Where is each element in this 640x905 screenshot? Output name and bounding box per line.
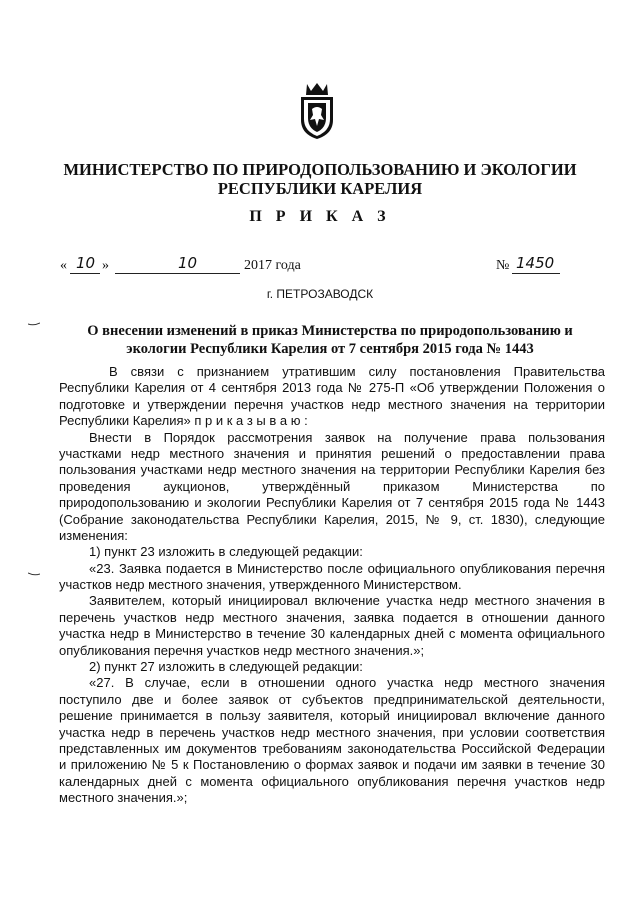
margin-tick-mark	[28, 322, 40, 326]
body-line: В связи с признанием утратившим силу постановления Правительства	[109, 364, 605, 379]
body-line: решение принимается в пользу заявителя, который инициировал включение данного	[59, 708, 605, 724]
body-line: изменения:	[59, 527, 128, 543]
body-line: пользования участками недр местного значения на территории Республики Карелия без	[59, 462, 605, 478]
body-line: подготовке и утверждении перечня участков недр местного значения на территории	[59, 396, 605, 412]
body-line: опубликования перечня участков недр местного значения.»;	[59, 642, 425, 658]
subject-line-2: экологии Республики Карелия от 7 сентября 2015 года № 1443	[126, 341, 534, 357]
month-underline	[115, 273, 240, 274]
day-underline	[70, 273, 100, 274]
ministry-name-line-1: МИНИСТЕРСТВО ПО ПРИРОДОПОЛЬЗОВАНИЮ И ЭКОЛОГИИ	[63, 160, 577, 179]
order-number-label: №	[496, 258, 510, 273]
body-line: календарных дней с момента официального опубликования перечня участков недр	[59, 773, 605, 789]
order-month: 10	[178, 254, 198, 272]
quote-open: «	[60, 258, 67, 273]
number-underline	[512, 273, 560, 274]
body-line: Республики Карелия» п р и к а з ы в а ю :	[59, 413, 308, 429]
body-line: 2) пункт 27 изложить в следующей редакции:	[89, 659, 363, 675]
subject-line-1: О внесении изменений в приказ Министерства по природопользованию и	[87, 323, 573, 339]
city-name: г. ПЕТРОЗАВОДСК	[266, 287, 374, 301]
body-line: местного значения.»;	[59, 790, 188, 806]
body-line: и приложению № 5 к Постановлению о формах заявок и подачи им заявки в течение 30	[59, 757, 605, 773]
body-line: (Собрание законодательства Республики Карелия, 2015, № 9, ст. 1830), следующие	[59, 511, 605, 527]
body-line: участками недр местного значения и принятия решений о предоставлении права	[59, 445, 605, 461]
body-line: проведения аукционов, утверждённый приказом Министерства по	[59, 478, 605, 494]
order-day: 10	[76, 254, 96, 272]
ministry-name-line-2: РЕСПУБЛИКИ КАРЕЛИЯ	[217, 179, 423, 198]
quote-close: »	[102, 258, 109, 273]
order-title: П Р И К А З	[249, 208, 391, 225]
body-line: участка недр в Министерство в течение 30 календарных дней с момента официального	[59, 626, 605, 642]
body-line: Внести в Порядок рассмотрения заявок на получение права пользования	[89, 429, 605, 445]
order-year: 2017 года	[244, 258, 301, 273]
body-line: «23. Заявка подается в Министерство после официального опубликования перечня	[89, 560, 605, 576]
karelia-coat-of-arms-icon	[297, 82, 337, 140]
body-line: 1) пункт 23 изложить в следующей редакции:	[89, 544, 363, 560]
body-line: участков недр местного значения, утвержденного Министерством.	[59, 577, 462, 593]
order-number: 1450	[516, 254, 555, 272]
margin-tick-mark	[28, 572, 40, 576]
body-line: Республики Карелия от 4 сентября 2013 года № 275-П «Об утверждении Положения о	[59, 380, 605, 396]
body-line: «27. В случае, если в отношении одного участка недр местного значения	[89, 675, 605, 691]
body-line: природопользованию и экологии Республики Карелия от 7 сентября 2015 года № 1443	[59, 495, 605, 511]
body-line: перечень участков недр местного значения, заявка подается в отношении данного	[59, 609, 605, 625]
body-line: участка недр в перечень участков недр местного значения, при условии соответствия	[59, 724, 605, 740]
date-number-row	[60, 254, 600, 276]
body-line: поступило две и более заявок от субъектов предпринимательской деятельности,	[59, 691, 605, 707]
order-body	[59, 364, 605, 807]
body-line: представленных им документов требованиям законодательства Российской Федерации	[59, 740, 605, 756]
body-line: Заявителем, который инициировал включение участка недр местного значения в	[89, 593, 605, 609]
